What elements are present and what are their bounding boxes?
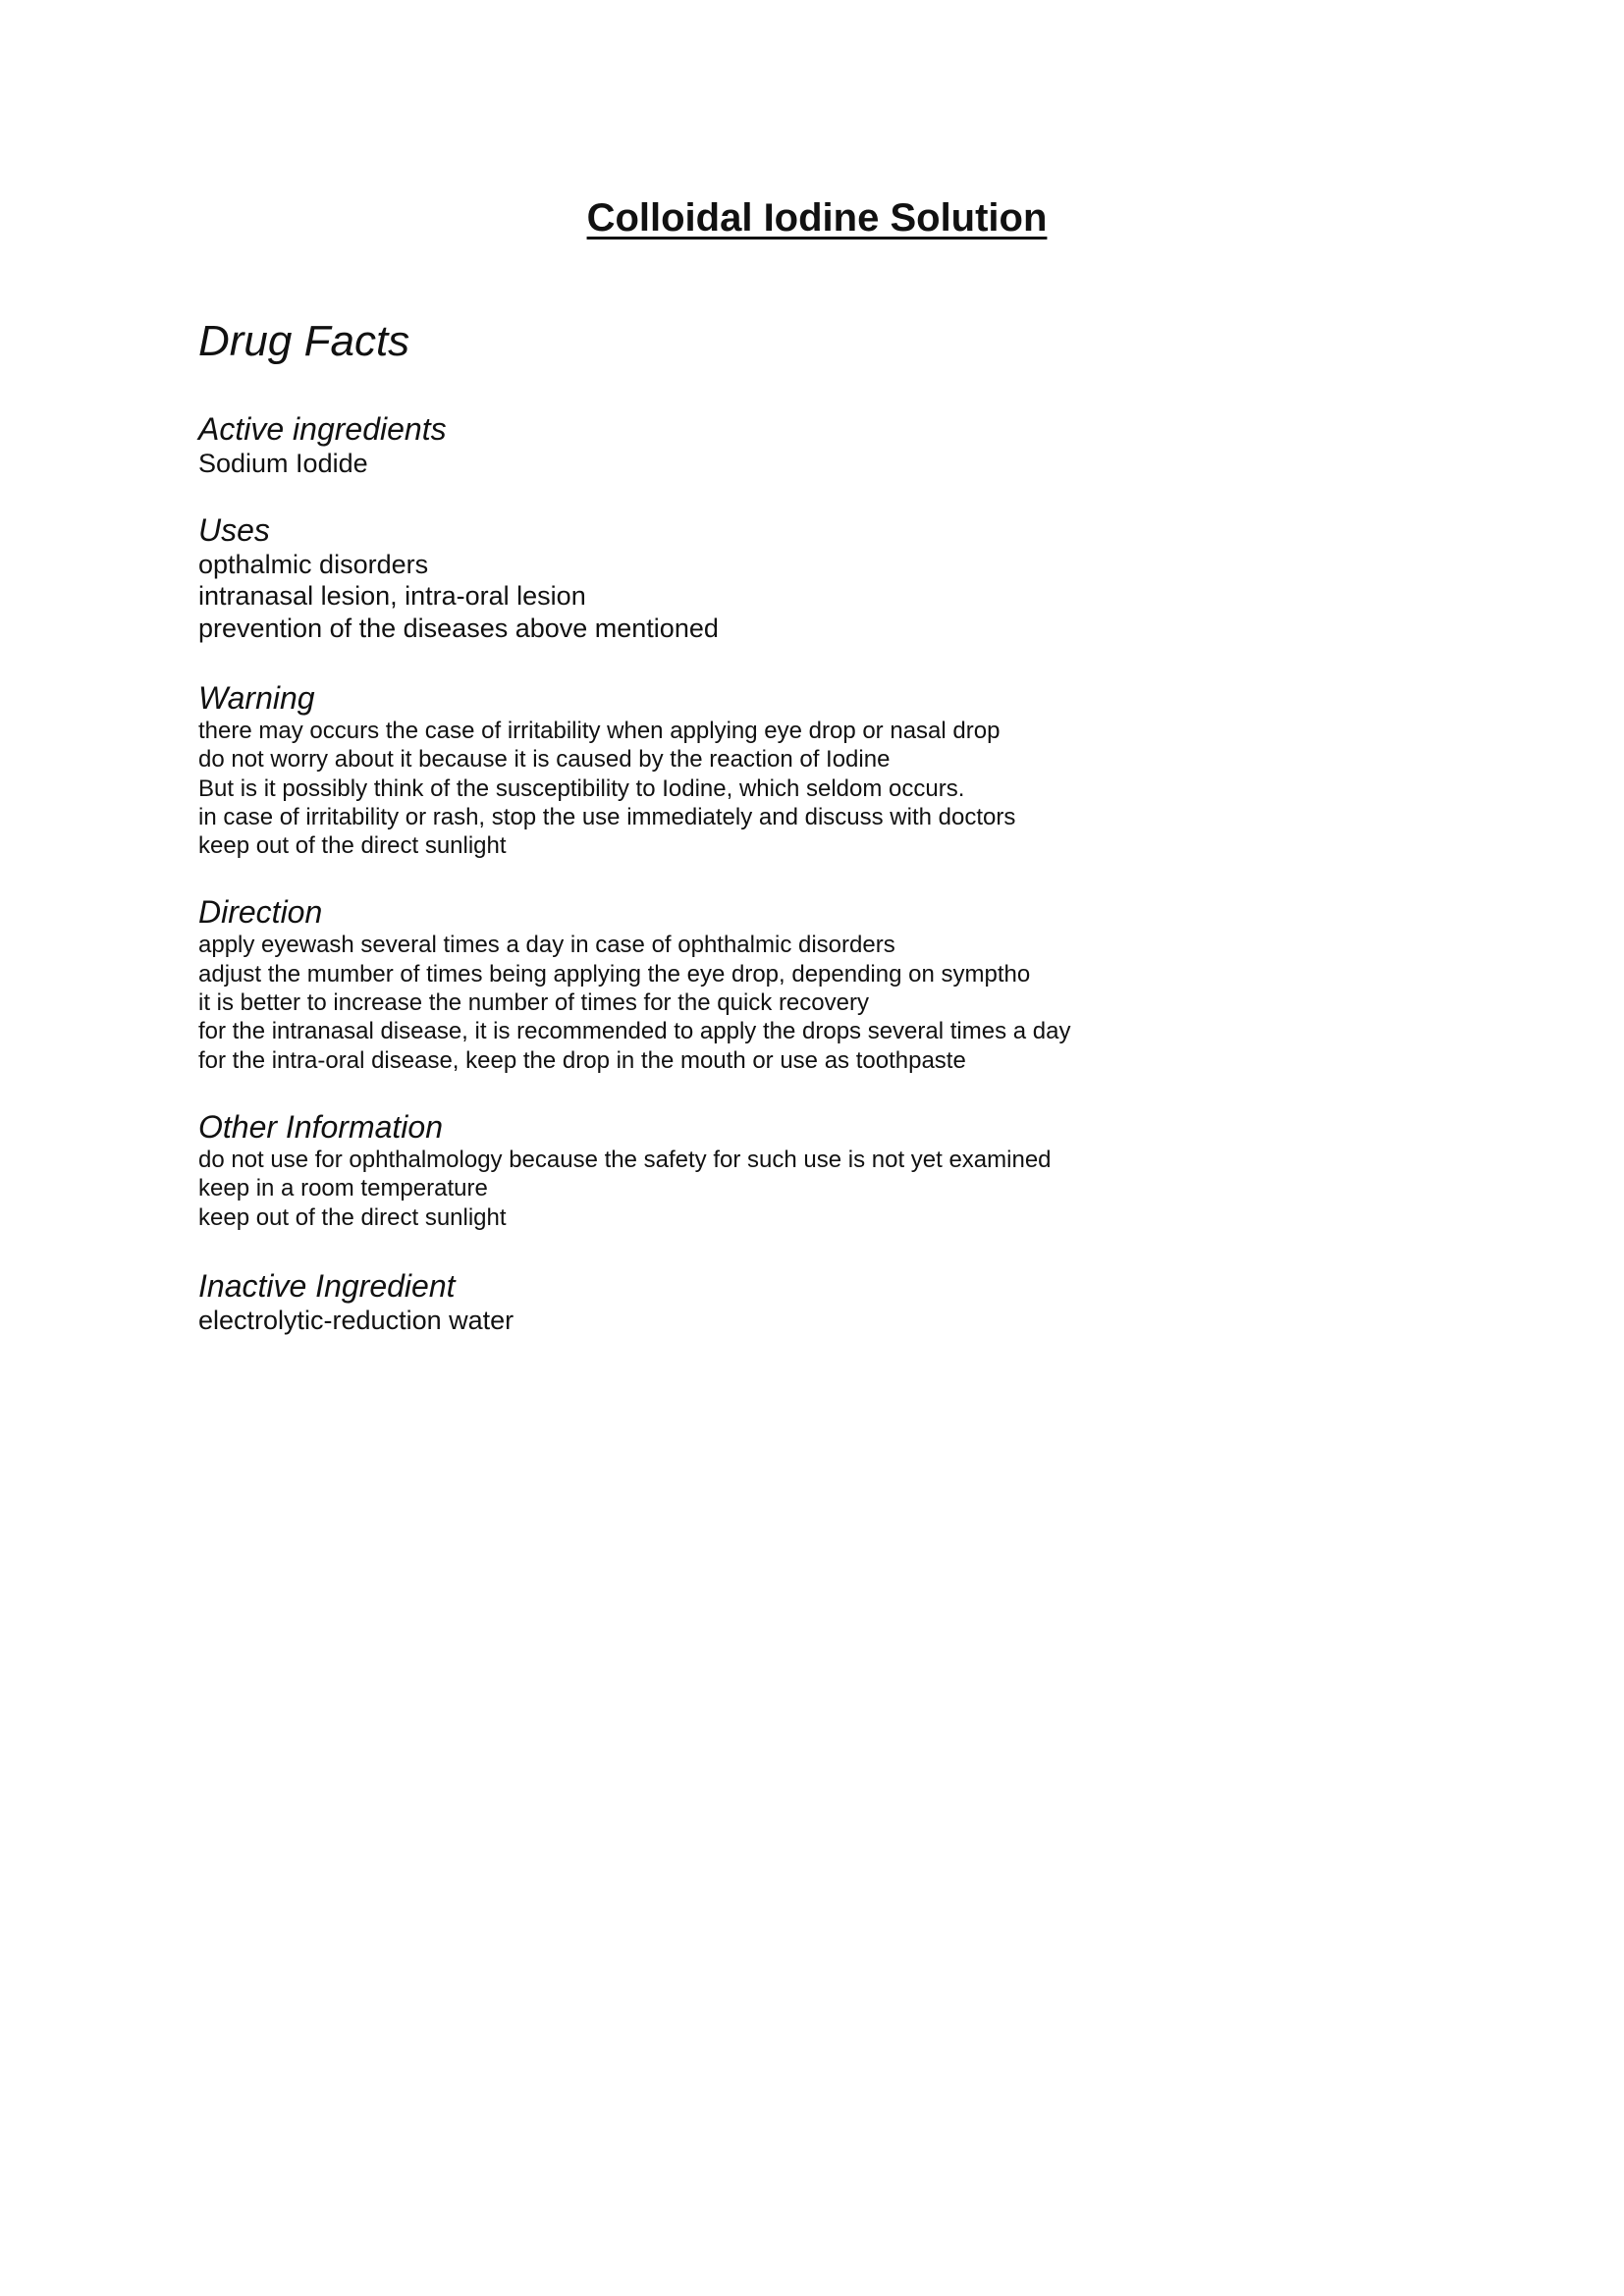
section-line: But is it possibly think of the susceptibility to Iodine, which seldom occurs. [198,774,965,802]
section-line: Sodium Iodide [198,449,368,478]
section-line: apply eyewash several times a day in case of ophthalmic disorders [198,932,895,959]
section-line: intranasal lesion, intra-oral lesion [198,581,586,611]
document-title: Colloidal Iodine Solution [586,196,1048,240]
section-lines [198,448,1475,480]
section-heading: Active ingredients [198,411,447,447]
other-information-section [198,1108,1475,1232]
active-ingredients-section [198,410,1475,480]
drug-facts-heading: Drug Facts [198,317,410,365]
section-heading: Inactive Ingredient [198,1267,456,1304]
section-lines [198,717,1475,860]
section-heading: Uses [198,511,270,548]
drug-facts-panel [198,312,1475,1336]
section-lines [198,931,1475,1074]
section-line: it is better to increase the number of times for the quick recovery [198,989,869,1017]
section-line: electrolytic-reduction water [198,1305,514,1335]
section-line: keep out of the direct sunlight [198,1203,507,1231]
section-heading: Direction [198,894,323,931]
section-line: prevention of the diseases above mentioned [198,613,719,643]
section-line: keep out of the direct sunlight [198,832,507,860]
uses-section [198,511,1475,645]
section-line: do not worry about it because it is caused by the reaction of Iodine [198,746,891,774]
section-lines [198,1305,1475,1337]
section-line: in case of irritability or rash, stop the use immediately and discuss with doctors [198,803,1016,830]
section-line: keep in a room temperature [198,1175,488,1202]
warning-section [198,679,1475,860]
section-line: adjust the mumber of times being applying the eye drop, depending on symptho [198,960,1031,988]
section-lines [198,549,1475,645]
inactive-ingredient-section [198,1267,1475,1337]
section-line: do not use for ophthalmology because the safety for such use is not yet examined [198,1146,1052,1173]
direction-section [198,893,1475,1074]
section-line: for the intra-oral disease, keep the drop in the mouth or use as toothpaste [198,1046,966,1074]
section-lines [198,1146,1475,1232]
section-heading: Other Information [198,1108,443,1145]
section-line: for the intranasal disease, it is recommended to apply the drops several times a day [198,1018,1071,1045]
section-line: there may occurs the case of irritability when applying eye drop or nasal drop [198,718,1001,744]
section-heading: Warning [198,680,315,716]
section-line: opthalmic disorders [198,549,429,579]
